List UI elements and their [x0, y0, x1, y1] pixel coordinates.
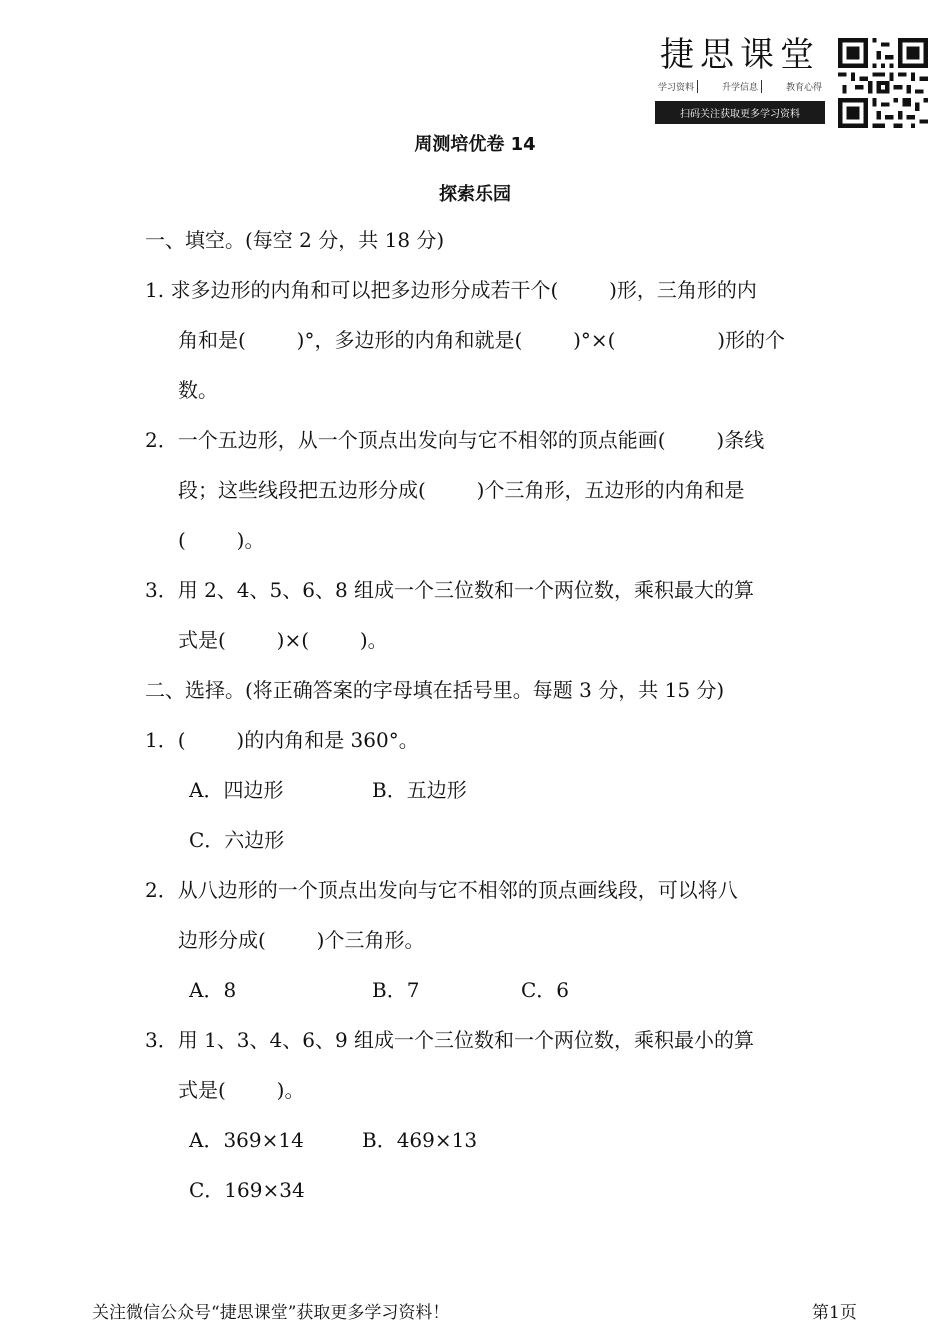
brand-name: 捷思课堂: [660, 35, 820, 75]
question-line: 2．从八边形的一个顶点出发向与它不相邻的顶点画线段，可以将八: [145, 878, 738, 902]
option-c: C．六边形: [189, 828, 285, 852]
question-line: 数。: [178, 378, 218, 402]
option-b: B．469×13: [362, 1128, 478, 1152]
option-a: A．8: [189, 978, 237, 1002]
question-line: ( )。: [178, 528, 265, 552]
option-a: A．369×14: [189, 1128, 304, 1152]
page-subtitle: 探索乐园: [439, 184, 511, 205]
footer-note: 关注微信公众号“捷思课堂”获取更多学习资料！: [92, 1303, 450, 1323]
option-b: B．五边形: [372, 778, 467, 802]
section2-heading: 二、选择。(将正确答案的字母填在括号里。每题 3 分，共 15 分): [145, 678, 725, 702]
question-line: 1．( )的内角和是 360°。: [145, 728, 419, 752]
brand-tag: 学习资料: [655, 80, 698, 93]
option-b: B．7: [372, 978, 420, 1002]
option-c: C．169×34: [189, 1178, 305, 1202]
brand-tag: 教育心得: [785, 83, 822, 93]
option-c: C．6: [521, 978, 570, 1002]
question-line: 角和是( )°，多边形的内角和就是( )°×( )形的个: [178, 328, 786, 352]
question-line: 式是( )×( )。: [178, 628, 388, 652]
question-line: 式是( )。: [178, 1078, 305, 1102]
qr-code-icon: [838, 38, 928, 128]
page-number: 第1页: [812, 1303, 857, 1323]
question-line: 段；这些线段把五边形分成( )个三角形，五边形的内角和是: [178, 478, 745, 502]
brand-tags: [655, 80, 825, 93]
question-line: 3．用 1、3、4、6、9 组成一个三位数和一个两位数，乘积最小的算: [145, 1028, 755, 1052]
question-line: 2．一个五边形，从一个顶点出发向与它不相邻的顶点能画( )条线: [145, 428, 765, 452]
brand-logo: [655, 36, 825, 124]
brand-tag: 升学信息: [719, 80, 762, 93]
brand-banner: 扫码关注获取更多学习资料: [655, 101, 825, 124]
question-line: 3．用 2、4、5、6、8 组成一个三位数和一个两位数，乘积最大的算: [145, 578, 755, 602]
question-line: 1. 求多边形的内角和可以把多边形分成若干个( )形，三角形的内: [145, 278, 757, 302]
option-a: A．四边形: [189, 778, 284, 802]
page-title: 周测培优卷 14: [414, 134, 536, 155]
question-line: 边形分成( )个三角形。: [178, 928, 425, 952]
section1-heading: 一、填空。(每空 2 分，共 18 分): [145, 228, 445, 252]
